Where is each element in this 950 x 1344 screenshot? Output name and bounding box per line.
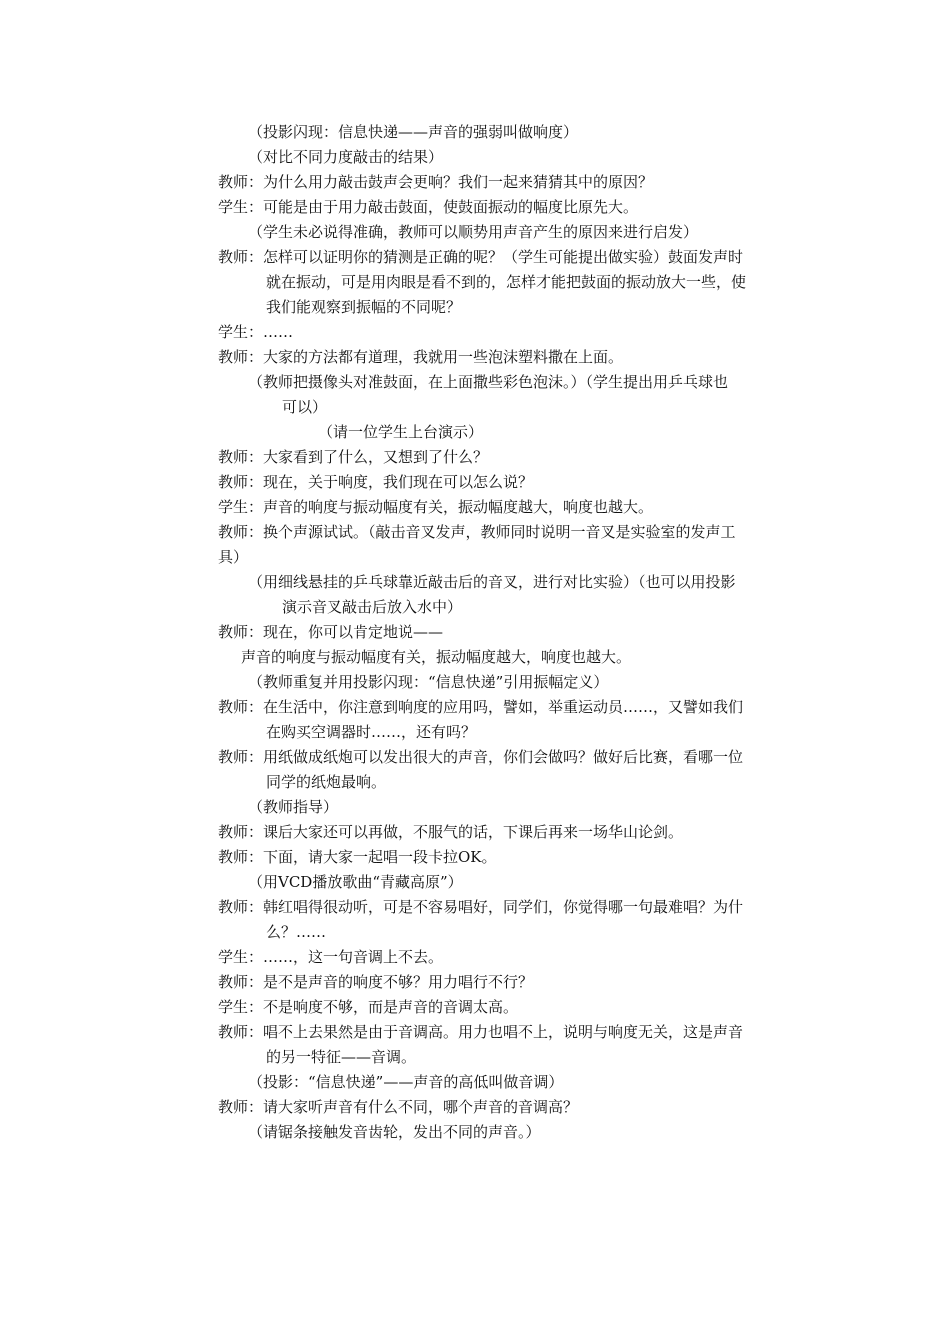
text-line: 就在振动，可是用肉眼是看不到的，怎样才能把鼓面的振动放大一些，使 [266, 273, 747, 291]
text-line: （投影闪现：信息快递——声音的强弱叫做响度） [248, 123, 579, 141]
text-line: 演示音叉敲击后放入水中） [282, 598, 463, 616]
text-line: （教师重复并用投影闪现：“信息快递”引用振幅定义） [248, 673, 609, 691]
text-line: 教师：现在，你可以肯定地说—— [218, 623, 444, 641]
text-line: 学生：…… [218, 323, 294, 341]
text-line: 具） [218, 548, 249, 566]
text-line: （用细线悬挂的乒乓球靠近敲击后的音叉，进行对比实验）（也可以用投影 [248, 573, 736, 591]
text-line: 教师：韩红唱得很动听，可是不容易唱好，同学们，你觉得哪一句最难唱？为什 [218, 898, 744, 916]
text-line: 学生：声音的响度与振动幅度有关，振动幅度越大，响度也越大。 [218, 498, 654, 516]
text-line: 教师：大家的方法都有道理，我就用一些泡沫塑料撒在上面。 [218, 348, 624, 366]
text-line: 学生：……，这一句音调上不去。 [218, 948, 444, 966]
text-line: 教师：课后大家还可以再做，不服气的话，下课后再来一场华山论剑。 [218, 823, 684, 841]
text-line: 在购买空调器时……，还有吗？ [266, 723, 477, 741]
text-line: 声音的响度与振动幅度有关，振动幅度越大，响度也越大。 [241, 648, 632, 666]
text-line: 教师：在生活中，你注意到响度的应用吗，譬如，举重运动员……，又譬如我们 [218, 698, 744, 716]
text-line: 教师：请大家听声音有什么不同，哪个声音的音调高？ [218, 1098, 579, 1116]
text-line: 教师：是不是声音的响度不够？用力唱行不行？ [218, 973, 534, 991]
text-line: 学生：可能是由于用力敲击鼓面，使鼓面振动的幅度比原先大。 [218, 198, 639, 216]
text-line: （请锯条接触发音齿轮，发出不同的声音。） [248, 1123, 541, 1141]
text-line: 教师：现在，关于响度，我们现在可以怎么说？ [218, 473, 534, 491]
text-line: 的另一特征——音调。 [266, 1048, 417, 1066]
text-line: 同学的纸炮最响。 [266, 773, 387, 791]
text-line: （教师把摄像头对准鼓面，在上面撒些彩色泡沫。）（学生提出用乒乓球也 [248, 373, 729, 391]
text-line: 么？…… [266, 923, 327, 941]
text-line: 教师：怎样可以证明你的猜测是正确的呢？（学生可能提出做实验）鼓面发声时 [218, 248, 744, 266]
text-line: 教师：为什么用力敲击鼓声会更响？我们一起来猜猜其中的原因？ [218, 173, 654, 191]
text-line: 教师：大家看到了什么，又想到了什么？ [218, 448, 489, 466]
text-line: （请一位学生上台演示） [318, 423, 484, 441]
text-line: 学生：不是响度不够，而是声音的音调太高。 [218, 998, 519, 1016]
text-line: 教师：唱不上去果然是由于音调高。用力也唱不上，说明与响度无关，这是声音 [218, 1023, 744, 1041]
text-line: （投影：“信息快递”——声音的高低叫做音调） [248, 1073, 564, 1091]
text-line: 可以） [282, 398, 328, 416]
text-line: （对比不同力度敲击的结果） [248, 148, 444, 166]
text-line: 教师：用纸做成纸炮可以发出很大的声音，你们会做吗？做好后比赛，看哪一位 [218, 748, 744, 766]
text-line: 我们能观察到振幅的不同呢？ [266, 298, 462, 316]
text-line: （学生未必说得准确，教师可以顺势用声音产生的原因来进行启发） [248, 223, 699, 241]
text-line: 教师：下面，请大家一起唱一段卡拉OK。 [218, 848, 497, 866]
text-line: （教师指导） [248, 798, 339, 816]
text-line: 教师：换个声源试试。（敲击音叉发声，教师同时说明一音叉是实验室的发声工 [218, 523, 736, 541]
text-line: （用VCD播放歌曲“青藏高原”） [248, 873, 463, 891]
